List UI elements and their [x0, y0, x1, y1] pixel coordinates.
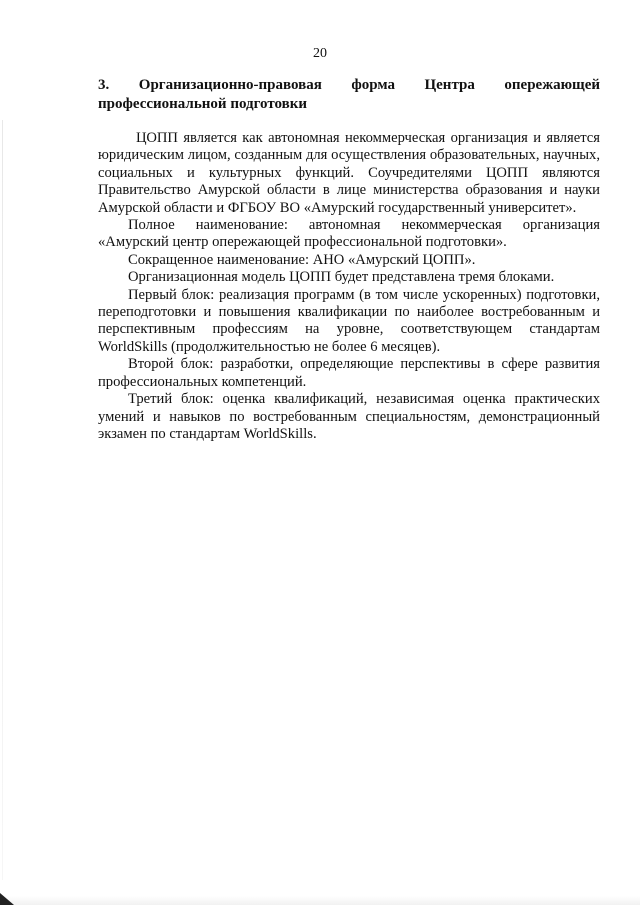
scan-edge	[0, 896, 640, 905]
section-heading-word: Организационно-правовая	[138, 77, 322, 93]
section-body	[98, 130, 600, 443]
paragraph: Сокращенное наименование: АНО «Амурский ЦОПП».	[128, 251, 476, 268]
section-heading-word: форма	[351, 77, 395, 93]
paragraph: Второй блок: разработки, определяющие перспективы в сфере развития профессиональных компетенций.	[98, 356, 600, 390]
paragraph: Организационная модель ЦОПП будет представлена тремя блоками.	[128, 269, 555, 286]
paragraph: Первый блок: реализация программ (в том числе ускоренных) подготовки, переподготовки и повышения квалификации по наиболее востребованным и перспективным профессиям на уровне, соответствующем стандартам WorldSkills (продолжительностью не более 6 месяцев).	[98, 286, 600, 355]
scan-edge	[2, 120, 3, 880]
section-heading-word: Центра	[424, 77, 475, 93]
section-heading-line-2: профессиональной подготовки	[98, 96, 308, 112]
paragraph: Полное наименование: автономная некоммерческая организация «Амурский центр опережающей профессиональной подготовки».	[98, 217, 600, 251]
paragraph: ЦОПП является как автономная некоммерческая организация и является юридическим лицом, созданным для осуществления образовательных, научных, социальных и культурных функций. Соучредителями ЦОПП являются Правительство Амурской области в лице министерства образования и науки Амурской области и ФГБОУ ВО «Амурский государственный университет».	[98, 130, 600, 216]
section-heading-line-1	[98, 76, 600, 95]
section-number: 3.	[98, 77, 110, 93]
section-heading-word: опережающей	[504, 77, 600, 93]
page-number: 20	[313, 46, 327, 61]
paragraph: Третий блок: оценка квалификаций, независимая оценка практических умений и навыков по востребованным специальностям, демонстрационный экзамен по стандартам WorldSkills.	[98, 391, 600, 442]
section-heading	[98, 76, 600, 114]
